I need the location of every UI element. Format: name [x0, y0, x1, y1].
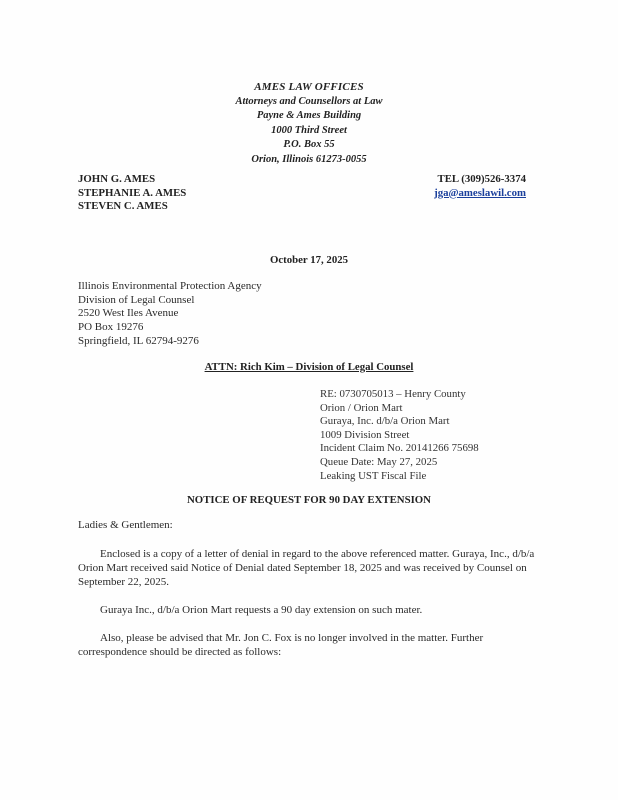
firm-contact — [434, 173, 526, 200]
email-link[interactable]: jga@ameslawil.com — [434, 186, 526, 199]
salutation: Ladies & Gentlemen: — [78, 519, 173, 531]
notice-title: NOTICE OF REQUEST FOR 90 DAY EXTENSION — [187, 494, 431, 506]
attorney-name: STEVEN C. AMES — [78, 200, 168, 213]
letterhead — [0, 80, 618, 168]
attorney-name: STEPHANIE A. AMES — [78, 186, 187, 199]
recipient-line: Springfield, IL 62794-9276 — [78, 334, 199, 347]
body-paragraph: Enclosed is a copy of a letter of denial in regard to the above referenced matter. Guraya, Inc., d/b/a Orion Mart received said Notice of Denial dated September 18, 2025 and was received by Counsel on September 22, 2025. — [78, 548, 535, 588]
body-paragraph: Guraya Inc., d/b/a Orion Mart requests a 90 day extension on such mater. — [100, 604, 423, 616]
recipient-address — [78, 280, 262, 349]
firm-po-box: P.O. Box 55 — [283, 139, 335, 151]
re-line: RE: 0730705013 – Henry County — [320, 388, 466, 400]
body-paragraph: Also, please be advised that Mr. Jon C. Fox is no longer involved in the matter. Further correspondence should be directed as follows: — [78, 632, 484, 658]
attention-line: ATTN: Rich Kim – Division of Legal Counsel — [204, 361, 414, 373]
firm-city: Orion, Illinois 61273-0055 — [251, 153, 367, 165]
re-line: Leaking UST Fiscal File — [320, 469, 427, 482]
recipient-line: Illinois Environmental Protection Agency — [78, 280, 262, 292]
firm-name: AMES LAW OFFICES — [254, 81, 364, 93]
re-line: 1009 Division Street — [320, 428, 410, 441]
recipient-line: 2520 West Iles Avenue — [78, 307, 179, 320]
re-line: Guraya, Inc. d/b/a Orion Mart — [320, 415, 450, 428]
re-block — [320, 388, 479, 483]
recipient-line: Division of Legal Counsel — [78, 293, 195, 306]
firm-tagline: Attorneys and Counsellors at Law — [235, 95, 383, 107]
re-line: Incident Claim No. 20141266 75698 — [320, 442, 479, 455]
recipient-line: PO Box 19276 — [78, 321, 144, 334]
re-line: Orion / Orion Mart — [320, 401, 403, 414]
re-line: Queue Date: May 27, 2025 — [320, 455, 438, 468]
firm-street: 1000 Third Street — [271, 124, 347, 136]
phone-number: TEL (309)526-3374 — [437, 173, 526, 185]
firm-building: Payne & Ames Building — [256, 110, 362, 122]
attorney-list — [78, 173, 186, 214]
letter-date: October 17, 2025 — [269, 254, 349, 266]
attorney-name: JOHN G. AMES — [78, 173, 156, 185]
